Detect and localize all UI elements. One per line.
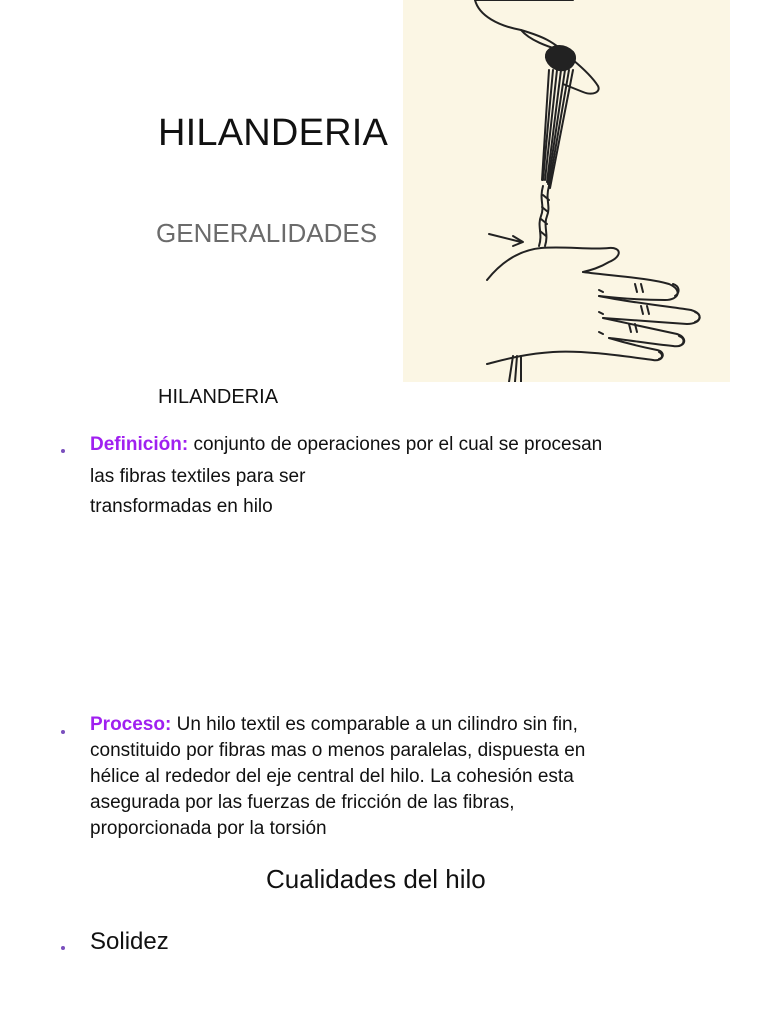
process-text-line-2: constituido por fibras mas o menos paralelas, dispuesta en (90, 740, 586, 761)
definition-text-line-1: conjunto de operaciones por el cual se procesan (193, 434, 603, 455)
definition-text-line-2: las fibras textiles para ser (90, 466, 306, 487)
slide-title: HILANDERIA (158, 112, 389, 154)
qualities-heading: Cualidades del hilo (266, 864, 486, 894)
definition-label: Definición: (90, 434, 189, 455)
quality-item: Solidez (90, 928, 169, 955)
hand-twisting-fibers-illustration (403, 0, 730, 382)
bullet-icon (61, 946, 65, 950)
bullet-icon (61, 449, 65, 453)
process-paragraph (90, 712, 690, 842)
definition-text-line-3: transformadas en hilo (90, 496, 273, 517)
definition-paragraph (90, 432, 690, 520)
bullet-icon (61, 730, 65, 734)
process-text-line-5: proporcionada por la torsión (90, 818, 327, 839)
process-text-line-1: Un hilo textil es comparable a un cilindro sin fin, (176, 714, 578, 735)
process-text-line-3: hélice al rededor del eje central del hilo. La cohesión esta (90, 766, 574, 787)
section-heading: HILANDERIA (158, 386, 279, 408)
process-text-line-4: asegurada por las fuerzas de fricción de las fibras, (90, 792, 515, 813)
process-label: Proceso: (90, 714, 172, 735)
slide-subtitle: GENERALIDADES (156, 218, 378, 248)
